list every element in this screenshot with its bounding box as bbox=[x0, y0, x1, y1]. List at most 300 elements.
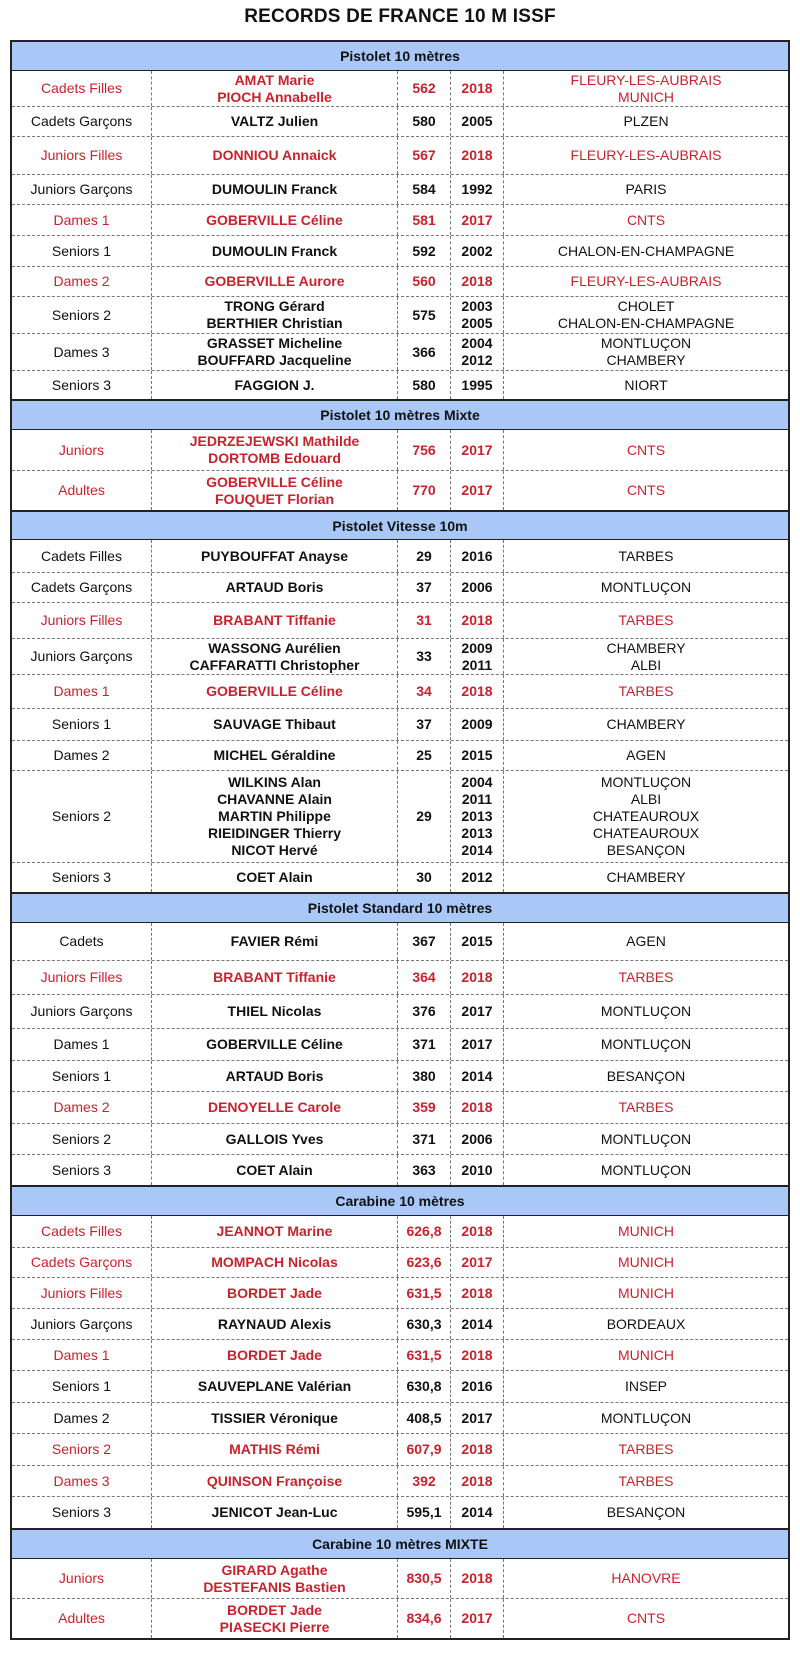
place-cell bbox=[503, 540, 788, 572]
score-cell: 580 bbox=[397, 371, 450, 399]
record-place: CNTS bbox=[626, 1610, 666, 1626]
record-year: 2012 bbox=[461, 869, 493, 885]
record-place: CHALON-EN-CHAMPAGNE bbox=[557, 315, 735, 331]
year-cell bbox=[450, 573, 503, 602]
year-cell bbox=[450, 297, 503, 333]
record-place: MUNICH bbox=[618, 88, 674, 105]
section-header: Pistolet 10 mètres bbox=[12, 42, 788, 70]
place-cell bbox=[503, 1559, 788, 1598]
record-place: FLEURY-LES-AUBRAIS bbox=[570, 147, 722, 163]
record-year: 2018 bbox=[461, 612, 493, 628]
record-year: 2018 bbox=[461, 80, 493, 96]
shooter-name: FAVIER Rémi bbox=[230, 933, 319, 949]
place-cell bbox=[503, 297, 788, 333]
shooter-name: BORDET Jade bbox=[227, 1346, 322, 1363]
shooter-name: ARTAUD Boris bbox=[225, 1067, 324, 1084]
shooter-name: VALTZ Julien bbox=[230, 113, 319, 129]
place-cell bbox=[503, 471, 788, 510]
score-cell: 408,5 bbox=[397, 1403, 450, 1433]
score-cell: 595,1 bbox=[397, 1497, 450, 1528]
table-row bbox=[12, 1598, 788, 1638]
place-cell bbox=[503, 1434, 788, 1465]
category-cell: Seniors 2 bbox=[51, 808, 112, 824]
category-cell: Juniors bbox=[58, 1570, 105, 1586]
category-cell: Cadets Filles bbox=[41, 547, 122, 564]
place-cell bbox=[503, 1248, 788, 1277]
year-cell bbox=[450, 107, 503, 136]
record-year: 2017 bbox=[461, 1003, 493, 1019]
shooter-names-cell bbox=[151, 1497, 397, 1528]
record-place: ALBI bbox=[630, 656, 662, 673]
table-row bbox=[12, 740, 788, 770]
score-cell: 376 bbox=[397, 995, 450, 1028]
shooter-name: GOBERVILLE Aurore bbox=[204, 273, 345, 289]
record-place: BESANÇON bbox=[606, 1067, 686, 1084]
category-cell: Dames 2 bbox=[53, 747, 110, 763]
place-cell bbox=[503, 334, 788, 370]
shooter-name: GOBERVILLE Céline bbox=[206, 683, 343, 699]
place-cell bbox=[503, 1092, 788, 1123]
shooter-names-cell bbox=[151, 1029, 397, 1060]
table-row bbox=[12, 1247, 788, 1277]
place-cell bbox=[503, 995, 788, 1028]
record-place: ALBI bbox=[630, 791, 662, 807]
section-header: Carabine 10 mètres MIXTE bbox=[12, 1528, 788, 1558]
score-cell: 392 bbox=[397, 1466, 450, 1496]
category-cell: Cadets Garçons bbox=[30, 579, 133, 595]
place-cell bbox=[503, 1061, 788, 1091]
score-cell: 364 bbox=[397, 961, 450, 994]
year-cell bbox=[450, 639, 503, 674]
shooter-names-cell bbox=[151, 1155, 397, 1185]
category-cell: Seniors 1 bbox=[51, 1378, 112, 1394]
shooter-name: GOBERVILLE Céline bbox=[206, 473, 343, 490]
shooter-name: DESTEFANIS Bastien bbox=[203, 1578, 346, 1595]
shooter-name: COET Alain bbox=[236, 869, 313, 885]
shooter-name: JEANNOT Marine bbox=[216, 1223, 333, 1239]
score-cell: 630,3 bbox=[397, 1309, 450, 1339]
shooter-name: PIOCH Annabelle bbox=[217, 88, 332, 105]
shooter-names-cell bbox=[151, 471, 397, 510]
shooter-name: DONNIOU Annaick bbox=[212, 147, 337, 163]
score-cell: 562 bbox=[397, 71, 450, 106]
record-place: MUNICH bbox=[618, 1284, 674, 1301]
shooter-name: JENICOT Jean-Luc bbox=[211, 1504, 338, 1520]
record-place: CHAMBERY bbox=[606, 639, 686, 656]
table-row bbox=[12, 1123, 788, 1154]
shooter-names-cell bbox=[151, 1248, 397, 1277]
table-row bbox=[12, 470, 788, 510]
shooter-name: MATHIS Rémi bbox=[229, 1441, 320, 1457]
year-cell bbox=[450, 771, 503, 862]
record-place: MONTLUÇON bbox=[600, 1003, 692, 1019]
record-place: MONTLUÇON bbox=[600, 1161, 692, 1178]
record-year: 2011 bbox=[461, 791, 493, 807]
place-cell bbox=[503, 107, 788, 136]
record-place: CHAMBERY bbox=[606, 869, 686, 885]
record-year: 2018 bbox=[461, 1099, 493, 1115]
year-cell bbox=[450, 1559, 503, 1598]
record-year: 2009 bbox=[461, 639, 493, 656]
shooter-names-cell bbox=[151, 1216, 397, 1247]
table-row bbox=[12, 1060, 788, 1091]
record-year: 2017 bbox=[461, 1036, 493, 1052]
place-cell bbox=[503, 71, 788, 106]
score-cell: 756 bbox=[397, 430, 450, 470]
score-cell: 33 bbox=[397, 639, 450, 674]
year-cell bbox=[450, 1124, 503, 1154]
record-year: 2005 bbox=[461, 113, 493, 129]
record-year: 2016 bbox=[461, 547, 493, 564]
shooter-names-cell bbox=[151, 175, 397, 204]
record-year: 2018 bbox=[461, 1284, 493, 1301]
shooter-name: MARTIN Philippe bbox=[218, 808, 331, 824]
category-cell: Seniors 3 bbox=[51, 1504, 112, 1520]
place-cell bbox=[503, 1216, 788, 1247]
table-row bbox=[12, 922, 788, 960]
table-row bbox=[12, 429, 788, 470]
place-cell bbox=[503, 639, 788, 674]
category-cell: Juniors Garçons bbox=[30, 648, 133, 664]
year-cell bbox=[450, 1155, 503, 1185]
shooter-name: WILKINS Alan bbox=[228, 774, 321, 790]
table-row bbox=[12, 174, 788, 204]
records-section bbox=[12, 510, 788, 892]
shooter-names-cell bbox=[151, 1092, 397, 1123]
score-cell: 25 bbox=[397, 741, 450, 770]
shooter-name: BORDET Jade bbox=[227, 1601, 322, 1618]
score-cell: 581 bbox=[397, 205, 450, 235]
record-place: MUNICH bbox=[618, 1223, 674, 1239]
year-cell bbox=[450, 1340, 503, 1370]
year-cell bbox=[450, 334, 503, 370]
shooter-names-cell bbox=[151, 205, 397, 235]
place-cell bbox=[503, 961, 788, 994]
place-cell bbox=[503, 771, 788, 862]
table-row bbox=[12, 1339, 788, 1370]
table-row bbox=[12, 1402, 788, 1433]
record-place: CHATEAUROUX bbox=[592, 808, 700, 824]
table-row bbox=[12, 266, 788, 296]
shooter-name: QUINSON Françoise bbox=[206, 1472, 343, 1489]
shooter-names-cell bbox=[151, 741, 397, 770]
score-cell: 367 bbox=[397, 923, 450, 960]
record-year: 2014 bbox=[461, 842, 493, 858]
score-cell: 380 bbox=[397, 1061, 450, 1091]
place-cell bbox=[503, 1599, 788, 1638]
category-cell: Juniors Filles bbox=[40, 969, 123, 985]
record-year: 2010 bbox=[461, 1161, 493, 1178]
section-header: Pistolet Vitesse 10m bbox=[12, 510, 788, 539]
category-cell: Dames 2 bbox=[53, 273, 110, 289]
record-year: 2005 bbox=[461, 315, 493, 331]
record-year: 2018 bbox=[461, 273, 493, 289]
shooter-name: WASSONG Aurélien bbox=[208, 639, 341, 656]
table-row bbox=[12, 1558, 788, 1598]
shooter-names-cell bbox=[151, 371, 397, 399]
category-cell: Cadets Filles bbox=[41, 1223, 122, 1239]
shooter-names-cell bbox=[151, 1124, 397, 1154]
place-cell bbox=[503, 371, 788, 399]
shooter-name: SAUVAGE Thibaut bbox=[213, 716, 336, 732]
shooter-name: BRABANT Tiffanie bbox=[213, 612, 336, 628]
table-row bbox=[12, 70, 788, 106]
record-place: CNTS bbox=[626, 211, 666, 228]
shooter-names-cell bbox=[151, 334, 397, 370]
record-place: PARIS bbox=[625, 181, 667, 197]
table-row bbox=[12, 1277, 788, 1308]
records-section bbox=[12, 892, 788, 1185]
shooter-names-cell bbox=[151, 1466, 397, 1496]
score-cell: 30 bbox=[397, 863, 450, 892]
record-place: TARBES bbox=[618, 683, 674, 699]
record-year: 2015 bbox=[461, 747, 493, 763]
record-place: MONTLUÇON bbox=[600, 1409, 692, 1426]
record-year: 2017 bbox=[461, 211, 493, 228]
record-year: 2013 bbox=[461, 825, 493, 841]
score-cell: 371 bbox=[397, 1029, 450, 1060]
shooter-names-cell bbox=[151, 863, 397, 892]
score-cell: 363 bbox=[397, 1155, 450, 1185]
year-cell bbox=[450, 1061, 503, 1091]
record-place: BORDEAUX bbox=[606, 1315, 686, 1332]
category-cell: Dames 3 bbox=[53, 1472, 110, 1489]
record-year: 2018 bbox=[461, 683, 493, 699]
place-cell bbox=[503, 430, 788, 470]
shooter-name: DUMOULIN Franck bbox=[211, 181, 338, 197]
record-place: CHAMBERY bbox=[606, 352, 686, 368]
record-year: 1992 bbox=[461, 181, 493, 197]
place-cell bbox=[503, 1155, 788, 1185]
shooter-name: GIRARD Agathe bbox=[221, 1561, 328, 1578]
shooter-name: TRONG Gérard bbox=[224, 298, 325, 314]
shooter-name: FAGGION J. bbox=[234, 376, 315, 393]
place-cell bbox=[503, 137, 788, 174]
place-cell bbox=[503, 175, 788, 204]
score-cell: 359 bbox=[397, 1092, 450, 1123]
shooter-name: GOBERVILLE Céline bbox=[206, 1036, 343, 1052]
category-cell: Cadets Garçons bbox=[30, 113, 133, 129]
table-row bbox=[12, 1465, 788, 1496]
category-cell: Dames 1 bbox=[53, 1036, 110, 1052]
shooter-name: THIEL Nicolas bbox=[227, 1003, 322, 1019]
shooter-names-cell bbox=[151, 1559, 397, 1598]
table-row bbox=[12, 296, 788, 333]
year-cell bbox=[450, 137, 503, 174]
record-place: CNTS bbox=[626, 482, 666, 498]
place-cell bbox=[503, 741, 788, 770]
record-year: 2012 bbox=[461, 352, 493, 368]
record-place: TARBES bbox=[618, 612, 674, 628]
record-place: TARBES bbox=[618, 1099, 674, 1115]
shooter-name: NICOT Hervé bbox=[231, 842, 318, 858]
table-row bbox=[12, 572, 788, 602]
record-place: TARBES bbox=[618, 547, 674, 564]
shooter-names-cell bbox=[151, 1403, 397, 1433]
score-cell: 560 bbox=[397, 267, 450, 296]
record-year: 2017 bbox=[461, 1409, 493, 1426]
category-cell: Juniors Filles bbox=[40, 612, 123, 628]
shooter-name: DUMOULIN Franck bbox=[211, 242, 338, 259]
score-cell: 366 bbox=[397, 334, 450, 370]
shooter-names-cell bbox=[151, 137, 397, 174]
year-cell bbox=[450, 175, 503, 204]
record-place: CHATEAUROUX bbox=[592, 825, 700, 841]
score-cell: 31 bbox=[397, 603, 450, 638]
records-section bbox=[12, 1185, 788, 1528]
records-section bbox=[12, 399, 788, 510]
year-cell bbox=[450, 1092, 503, 1123]
record-year: 2017 bbox=[461, 441, 493, 458]
score-cell: 584 bbox=[397, 175, 450, 204]
record-year: 2016 bbox=[461, 1378, 493, 1394]
category-cell: Seniors 1 bbox=[51, 716, 112, 732]
year-cell bbox=[450, 1466, 503, 1496]
year-cell bbox=[450, 371, 503, 399]
record-year: 2006 bbox=[461, 1130, 493, 1147]
year-cell bbox=[450, 236, 503, 266]
shooter-names-cell bbox=[151, 709, 397, 740]
table-row bbox=[12, 1028, 788, 1060]
record-place: TARBES bbox=[618, 1472, 674, 1489]
year-cell bbox=[450, 709, 503, 740]
record-year: 2014 bbox=[461, 1315, 493, 1332]
shooter-name: BORDET Jade bbox=[227, 1284, 322, 1301]
shooter-names-cell bbox=[151, 1371, 397, 1402]
place-cell bbox=[503, 1309, 788, 1339]
record-place: MONTLUÇON bbox=[600, 1130, 692, 1147]
section-header: Pistolet 10 mètres Mixte bbox=[12, 399, 788, 429]
score-cell: 623,6 bbox=[397, 1248, 450, 1277]
record-place: HANOVRE bbox=[611, 1570, 681, 1586]
table-row bbox=[12, 862, 788, 892]
record-place: MONTLUÇON bbox=[600, 1036, 692, 1052]
record-year: 2018 bbox=[461, 1441, 493, 1457]
shooter-names-cell bbox=[151, 961, 397, 994]
score-cell: 37 bbox=[397, 709, 450, 740]
record-year: 2006 bbox=[461, 579, 493, 595]
category-cell: Dames 1 bbox=[53, 211, 110, 228]
shooter-name: RIEIDINGER Thierry bbox=[207, 825, 342, 841]
category-cell: Seniors 3 bbox=[51, 869, 112, 885]
category-cell: Cadets Filles bbox=[41, 80, 122, 96]
table-row bbox=[12, 1154, 788, 1185]
shooter-name: SAUVEPLANE Valérian bbox=[197, 1378, 352, 1394]
place-cell bbox=[503, 675, 788, 708]
shooter-name: DENOYELLE Carole bbox=[207, 1099, 342, 1115]
table-row bbox=[12, 539, 788, 572]
shooter-name: MOMPACH Nicolas bbox=[211, 1254, 338, 1270]
year-cell bbox=[450, 1248, 503, 1277]
score-cell: 371 bbox=[397, 1124, 450, 1154]
section-header: Carabine 10 mètres bbox=[12, 1185, 788, 1215]
shooter-names-cell bbox=[151, 1599, 397, 1638]
score-cell: 607,9 bbox=[397, 1434, 450, 1465]
category-cell: Cadets Garçons bbox=[30, 1254, 133, 1270]
category-cell: Dames 1 bbox=[53, 1346, 110, 1363]
record-year: 2002 bbox=[461, 242, 493, 259]
category-cell: Juniors Garçons bbox=[30, 181, 133, 197]
place-cell bbox=[503, 267, 788, 296]
score-cell: 34 bbox=[397, 675, 450, 708]
category-cell: Seniors 2 bbox=[51, 1441, 112, 1457]
score-cell: 834,6 bbox=[397, 1599, 450, 1638]
score-cell: 29 bbox=[397, 540, 450, 572]
year-cell bbox=[450, 741, 503, 770]
shooter-names-cell bbox=[151, 639, 397, 674]
score-cell: 830,5 bbox=[397, 1559, 450, 1598]
place-cell bbox=[503, 205, 788, 235]
record-place: CHALON-EN-CHAMPAGNE bbox=[557, 242, 735, 259]
table-row bbox=[12, 602, 788, 638]
score-cell: 567 bbox=[397, 137, 450, 174]
category-cell: Seniors 1 bbox=[51, 1067, 112, 1084]
record-place: NIORT bbox=[624, 376, 668, 393]
category-cell: Seniors 2 bbox=[51, 1130, 112, 1147]
table-row bbox=[12, 1091, 788, 1123]
record-place: PLZEN bbox=[623, 113, 669, 129]
record-place: MUNICH bbox=[618, 1254, 674, 1270]
records-table bbox=[10, 40, 790, 1640]
shooter-name: GOBERVILLE Céline bbox=[206, 211, 343, 228]
shooter-names-cell bbox=[151, 236, 397, 266]
shooter-names-cell bbox=[151, 995, 397, 1028]
record-place: MONTLUÇON bbox=[600, 335, 692, 351]
shooter-name: DORTOMB Edouard bbox=[208, 450, 341, 466]
score-cell: 626,8 bbox=[397, 1216, 450, 1247]
table-row bbox=[12, 136, 788, 174]
place-cell bbox=[503, 709, 788, 740]
category-cell: Seniors 1 bbox=[51, 242, 112, 259]
year-cell bbox=[450, 1403, 503, 1433]
year-cell bbox=[450, 675, 503, 708]
year-cell bbox=[450, 1029, 503, 1060]
score-cell: 37 bbox=[397, 573, 450, 602]
shooter-names-cell bbox=[151, 107, 397, 136]
shooter-names-cell bbox=[151, 923, 397, 960]
shooter-name: PIASECKI Pierre bbox=[219, 1618, 330, 1635]
table-row bbox=[12, 708, 788, 740]
place-cell bbox=[503, 923, 788, 960]
record-year: 2018 bbox=[461, 1570, 493, 1586]
year-cell bbox=[450, 1216, 503, 1247]
category-cell: Juniors Filles bbox=[40, 1284, 123, 1301]
shooter-name: CAFFARATTI Christopher bbox=[189, 656, 360, 673]
record-year: 2018 bbox=[461, 1346, 493, 1363]
table-row bbox=[12, 1308, 788, 1339]
year-cell bbox=[450, 540, 503, 572]
record-year: 2018 bbox=[461, 147, 493, 163]
shooter-names-cell bbox=[151, 1309, 397, 1339]
shooter-names-cell bbox=[151, 573, 397, 602]
year-cell bbox=[450, 1309, 503, 1339]
record-year: 2004 bbox=[461, 335, 493, 351]
table-row bbox=[12, 106, 788, 136]
shooter-name: BRABANT Tiffanie bbox=[213, 969, 336, 985]
place-cell bbox=[503, 573, 788, 602]
shooter-name: BOUFFARD Jacqueline bbox=[197, 352, 352, 368]
record-year: 2015 bbox=[461, 933, 493, 949]
shooter-names-cell bbox=[151, 71, 397, 106]
record-year: 2017 bbox=[461, 482, 493, 498]
shooter-name: TISSIER Véronique bbox=[211, 1409, 338, 1426]
shooter-names-cell bbox=[151, 430, 397, 470]
category-cell: Dames 1 bbox=[53, 683, 110, 699]
records-section bbox=[12, 42, 788, 399]
shooter-names-cell bbox=[151, 771, 397, 862]
record-year: 2009 bbox=[461, 716, 493, 732]
year-cell bbox=[450, 471, 503, 510]
